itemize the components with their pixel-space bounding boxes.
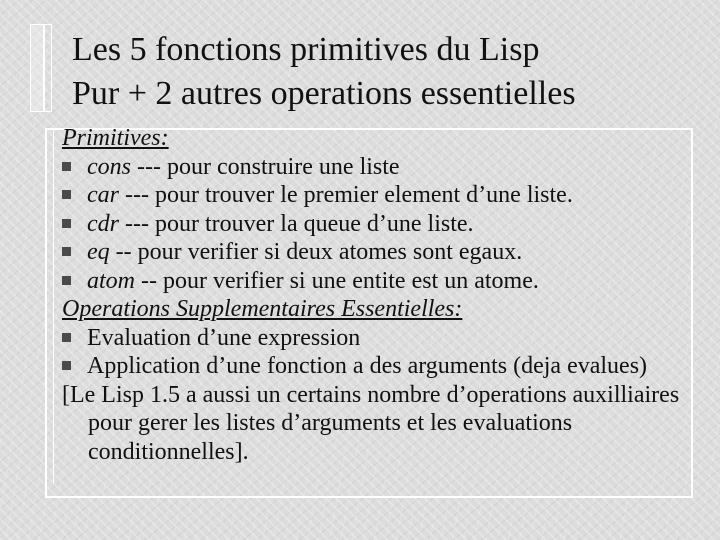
desc-car: --- pour trouver le premier element d’une liste. [119, 182, 573, 208]
list-item-eq [62, 238, 692, 267]
square-bullet-icon [62, 162, 71, 171]
square-bullet-icon [62, 361, 71, 370]
square-bullet-icon [62, 333, 71, 342]
primitives-heading: Primitives: [62, 125, 169, 151]
title-decor-bar [30, 24, 44, 112]
list-item-car [62, 181, 692, 210]
square-bullet-icon [62, 247, 71, 256]
square-bullet-icon [62, 190, 71, 199]
square-bullet-icon [62, 276, 71, 285]
term-car: car [87, 182, 119, 208]
term-eq: eq [87, 239, 110, 265]
slide-title [72, 28, 702, 116]
operation-evaluation: Evaluation d’une expression [87, 324, 361, 351]
desc-eq: -- pour verifier si deux atomes sont egaux. [109, 239, 523, 265]
slide-body [62, 124, 692, 466]
square-bullet-icon [62, 219, 71, 228]
operation-application: Application d’une fonction a des arguments (deja evalues) [87, 353, 648, 379]
desc-cons: --- pour construire une liste [131, 153, 400, 180]
list-item-atom [62, 267, 692, 296]
list-item-evaluation [62, 324, 692, 353]
term-cdr: cdr [87, 210, 119, 237]
list-item-cdr [62, 210, 692, 239]
slide-title-line-1: Les 5 fonctions primitives du Lisp [72, 31, 540, 68]
operations-heading: Operations Supplementaires Essentielles: [62, 296, 463, 322]
lisp-note: [Le Lisp 1.5 a aussi un certains nombre d’operations auxilliaires pour gerer les listes d’arguments et les evaluations conditionnelles]. [62, 381, 680, 465]
term-atom: atom [87, 267, 135, 294]
list-item-application [62, 352, 692, 381]
slide-title-line-2: Pur + 2 autres operations essentielles [72, 75, 576, 112]
desc-cdr: --- pour trouver la queue d’une liste. [119, 210, 474, 237]
term-cons: cons [87, 153, 131, 180]
list-item-cons [62, 153, 692, 182]
content-decor-bar [45, 128, 54, 483]
title-decor-bar-inner [44, 24, 52, 112]
desc-atom: -- pour verifier si une entite est un atome. [135, 267, 539, 294]
